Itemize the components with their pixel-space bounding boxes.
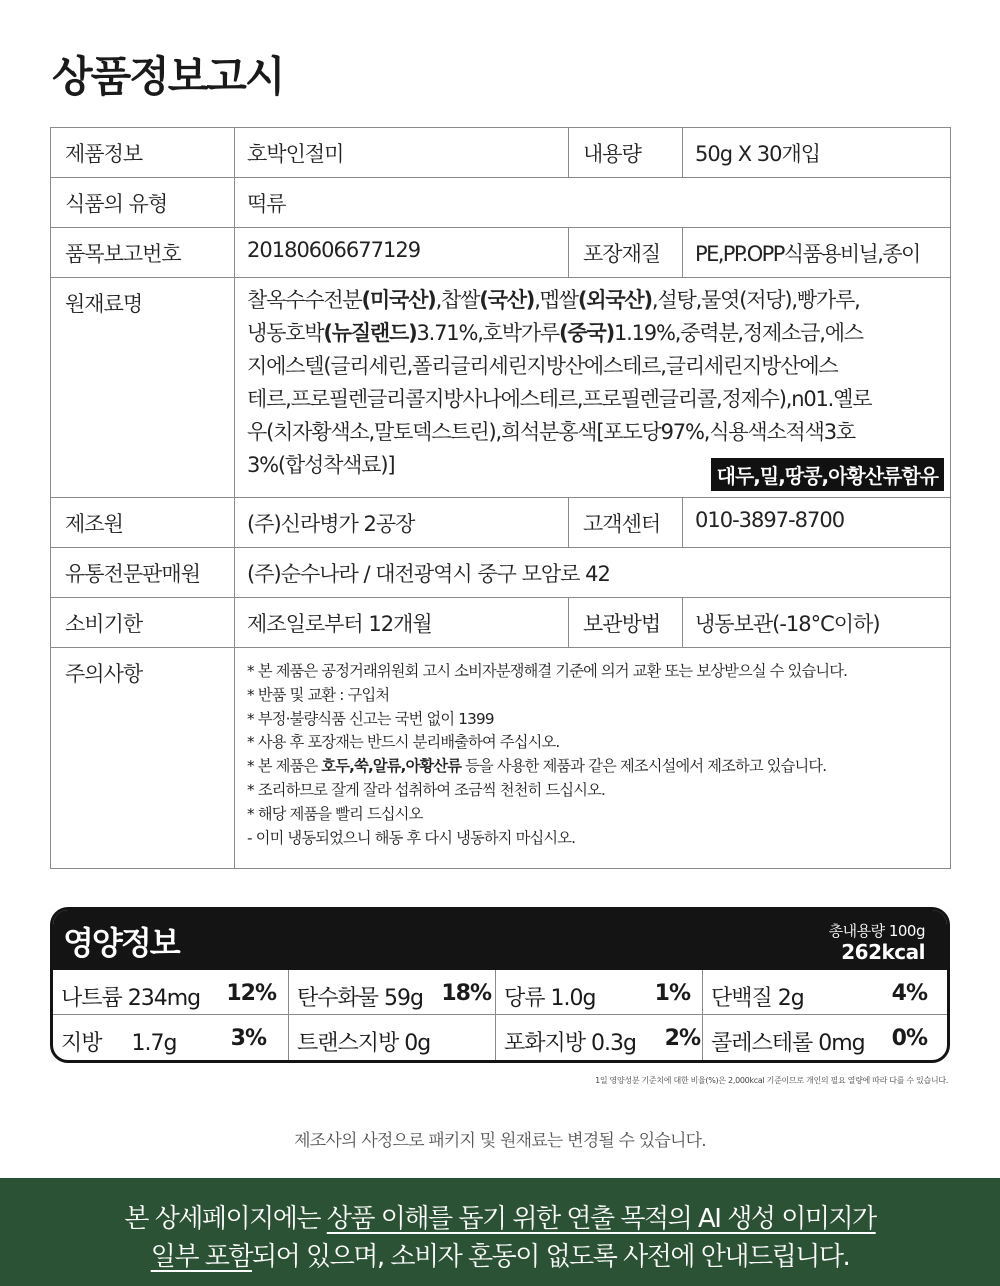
nutrition-total: 총내용량 100g xyxy=(828,922,925,940)
nutrient-pct: 4% xyxy=(891,981,927,1006)
row-report xyxy=(51,228,951,278)
row-distributor xyxy=(51,548,951,598)
storage-label: 보관방법 xyxy=(569,598,683,648)
origin-bold: (외국산) xyxy=(577,288,652,312)
raw-materials xyxy=(235,278,951,498)
nutrient-name: 나트륨 234mg xyxy=(61,986,201,1011)
row-product xyxy=(51,128,951,178)
notice-item: * 해당 제품을 빨리 드십시오 xyxy=(247,804,423,823)
raw-part: 3%(합성착색료)] xyxy=(247,453,395,477)
product-info-table xyxy=(50,127,951,869)
notice-item: * 반품 및 교환 : 구입처 xyxy=(247,685,390,704)
nutrient-pct: 0% xyxy=(891,1026,927,1051)
banner-text: 본 상세페이지에는 xyxy=(124,1204,327,1234)
dist-label: 유통전문판매원 xyxy=(51,548,235,598)
dist-value: (주)순수나라 / 대전광역시 중구 모암로 42 xyxy=(235,548,951,598)
nutrient-name: 지방 1.7g xyxy=(61,1031,177,1056)
expiry-value: 제조일로부터 12개월 xyxy=(235,598,569,648)
banner-text: 되어 있으며, 소비자 혼동이 없도록 사전에 안내드립니다. xyxy=(251,1242,850,1272)
nutrient-carbs xyxy=(289,970,496,1015)
banner-underline: 일부 포함 xyxy=(150,1242,252,1272)
nutrient-name: 포화지방 0.3g xyxy=(504,1031,636,1056)
nutrient-sugar xyxy=(496,970,703,1015)
product-value: 호박인절미 xyxy=(235,128,569,178)
row-maker xyxy=(51,498,951,548)
notice-item: * 조리하므로 잘게 잘라 섭취하여 조금씩 천천히 드십시오. xyxy=(247,780,606,799)
page-title: 상품정보고시 xyxy=(52,52,284,101)
nutrient-trans-fat xyxy=(289,1015,496,1060)
raw-part: ,멥쌀 xyxy=(534,288,578,312)
raw-part: 1.19%,중력분,정제소금,에스 xyxy=(613,321,863,345)
raw-part: 지에스텔(글리세린,폴리글리세린지방산에스테르,글리세린지방산에스 xyxy=(247,354,838,378)
nutrient-sat-fat xyxy=(496,1015,703,1060)
notice-bold: 호두,쑥,알류,아황산류 xyxy=(321,757,462,776)
notice-item xyxy=(247,755,950,779)
notice-item: * 부정·불량식품 신고는 국번 없이 1399 xyxy=(247,709,494,728)
raw-part: 우(치자황색소,말토덱스트린),희석분홍색[포도당97%,식용색소적색3호 xyxy=(247,420,855,444)
report-value: 20180606677129 xyxy=(235,228,569,278)
nutrient-name: 트랜스지방 0g xyxy=(297,1031,431,1056)
banner-line-2 xyxy=(0,1236,1000,1273)
nutrient-pct: 18% xyxy=(441,981,491,1006)
report-label: 품목보고번호 xyxy=(51,228,235,278)
expiry-label: 소비기한 xyxy=(51,598,235,648)
nutrient-pct: 12% xyxy=(226,981,276,1006)
notice-label: 주의사항 xyxy=(51,648,235,869)
packaging-label: 포장재질 xyxy=(569,228,683,278)
storage-value: 냉동보관(-18°C이하) xyxy=(683,598,951,648)
raw-part: 3.71%,호박가루 xyxy=(416,321,560,345)
type-label: 식품의 유형 xyxy=(51,178,235,228)
raw-part: ,설탕,물엿(저당),빵가루, xyxy=(651,288,860,312)
raw-part: 테르,프로필렌글리콜지방사나에스테르,프로필렌글리콜,정제수),n01.옐로 xyxy=(247,387,872,411)
notice-item: - 이미 냉동되었으니 해동 후 다시 냉동하지 마십시오. xyxy=(247,828,576,847)
banner-line-1 xyxy=(0,1198,1000,1235)
volume-value: 50g X 30개입 xyxy=(683,128,951,178)
nutrition-footnote: 1일 영양성분 기준치에 대한 비율(%)은 2,000kcal 기준이므로 개인의 필요 열량에 따라 다를 수 있습니다. xyxy=(595,1076,948,1085)
raw-part: 냉동호박 xyxy=(247,321,324,345)
cs-value: 010-3897-8700 xyxy=(683,498,951,548)
nutrient-name: 탄수화물 59g xyxy=(297,986,423,1011)
package-disclaimer: 제조사의 사정으로 패키지 및 원재료는 변경될 수 있습니다. xyxy=(294,1131,706,1151)
nutrition-box xyxy=(50,907,950,1063)
notice-text: * 본 제품은 xyxy=(247,757,322,776)
packaging-value: PE,PP.OPP식품용비닐,종이 xyxy=(683,228,951,278)
allergen-badge: 대두,밀,땅콩,아황산류함유 xyxy=(711,458,944,491)
row-type xyxy=(51,178,951,228)
nutrition-title: 영양정보 xyxy=(63,924,179,962)
maker-value: (주)신라병가 2공장 xyxy=(235,498,569,548)
banner-underline: 상품 이해를 돕기 위한 연출 목적의 AI 생성 이미지가 xyxy=(326,1204,876,1234)
origin-bold: (뉴질랜드) xyxy=(323,321,417,345)
nutrient-name: 단백질 2g xyxy=(711,986,804,1011)
nutrient-name: 콜레스테롤 0mg xyxy=(711,1031,865,1056)
nutrition-grid xyxy=(53,970,947,1060)
nutrient-protein xyxy=(703,970,947,1015)
nutrition-header xyxy=(53,910,947,970)
raw-materials-text xyxy=(247,284,950,482)
nutrient-fat xyxy=(53,1015,289,1060)
row-raw xyxy=(51,278,951,498)
nutrient-pct: 2% xyxy=(664,1026,700,1051)
raw-part: 찰옥수수전분 xyxy=(247,288,362,312)
volume-label: 내용량 xyxy=(569,128,683,178)
notice-text: 등을 사용한 제품과 같은 제조시설에서 제조하고 있습니다. xyxy=(461,757,827,776)
raw-part: ,찹쌀 xyxy=(435,288,480,312)
row-expiry xyxy=(51,598,951,648)
nutrient-pct: 1% xyxy=(654,981,690,1006)
nutrient-pct: 3% xyxy=(230,1026,266,1051)
row-notice xyxy=(51,648,951,869)
notice-item: * 본 제품은 공정거래위원회 고시 소비자분쟁해결 기준에 의거 교환 또는 보상받으실 수 있습니다. xyxy=(247,662,848,680)
origin-bold: (국산) xyxy=(479,288,535,312)
notice-list xyxy=(247,660,950,850)
maker-label: 제조원 xyxy=(51,498,235,548)
type-value: 떡류 xyxy=(235,178,951,228)
raw-label: 원재료명 xyxy=(51,278,235,498)
cs-label: 고객센터 xyxy=(569,498,683,548)
product-label: 제품정보 xyxy=(51,128,235,178)
origin-bold: (중국) xyxy=(559,321,614,345)
nutrient-name: 당류 1.0g xyxy=(504,986,596,1011)
notice-cell xyxy=(235,648,951,869)
nutrient-cholesterol xyxy=(703,1015,947,1060)
nutrition-kcal: 262kcal xyxy=(841,940,925,964)
ai-notice-banner xyxy=(0,1178,1000,1286)
nutrient-sodium xyxy=(53,970,289,1015)
origin-bold: (미국산) xyxy=(361,288,436,312)
notice-item: * 사용 후 포장재는 반드시 분리배출하여 주십시오. xyxy=(247,733,560,752)
